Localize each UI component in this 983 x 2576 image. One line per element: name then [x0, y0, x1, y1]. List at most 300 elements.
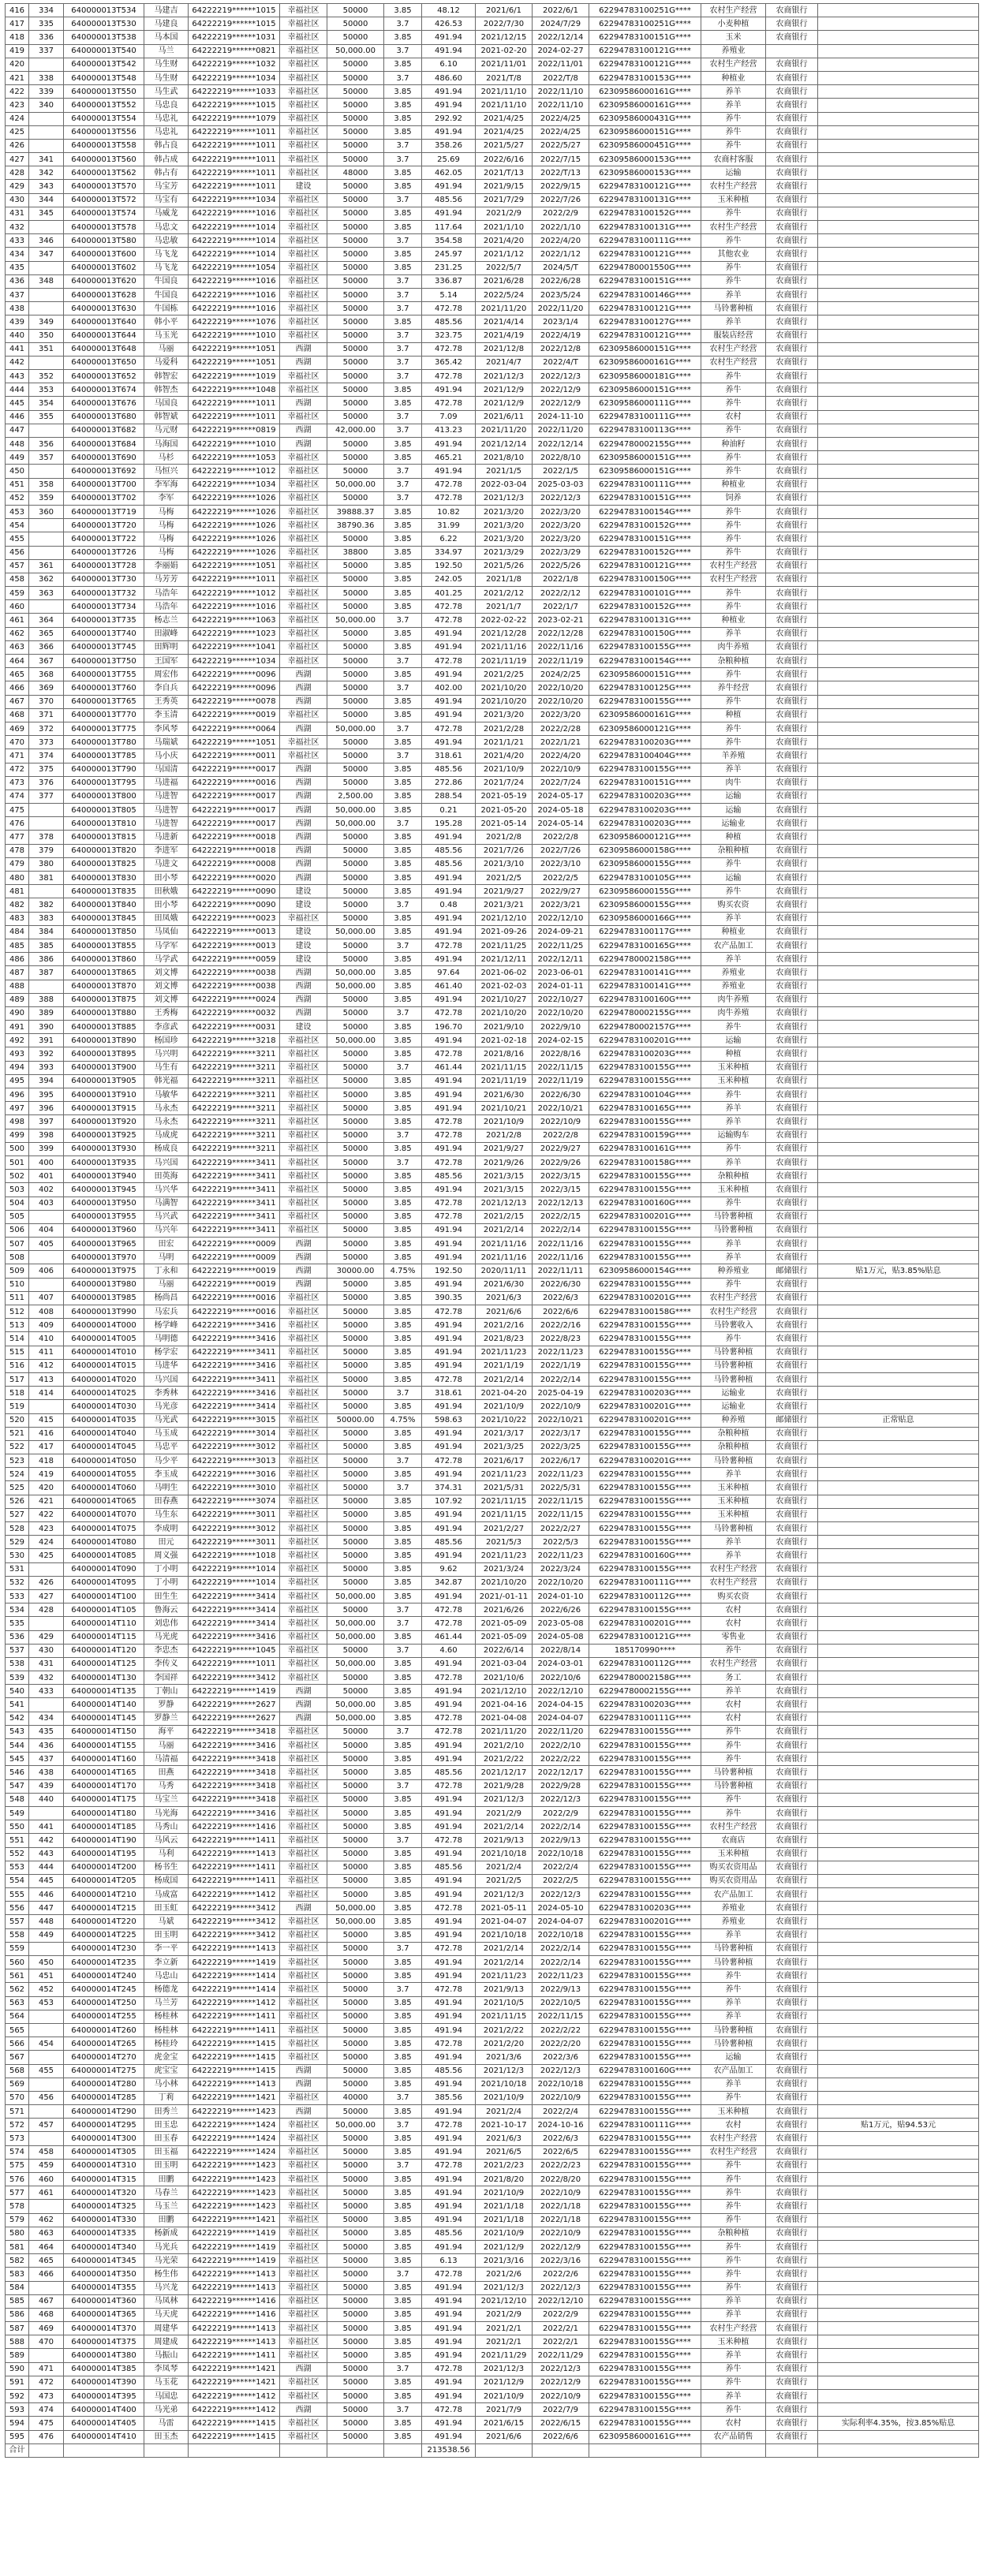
note-cell	[818, 1793, 979, 1806]
borrower-name-cell: 马进华	[144, 1359, 189, 1372]
group-number-cell	[29, 1562, 64, 1576]
interest-rate-cell: 3.85	[384, 519, 422, 532]
interest-amount-cell: 402.00	[422, 681, 476, 695]
id-card-cell: 64222219******1012	[189, 587, 280, 600]
note-cell	[818, 315, 979, 329]
group-number-cell: 340	[29, 99, 64, 112]
interest-amount-cell: 491.94	[422, 872, 476, 885]
loan-amount-cell: 2,500.00	[327, 790, 384, 803]
group-number-cell	[29, 58, 64, 71]
village-cell: 幸福社区	[280, 383, 327, 397]
loan-purpose-cell: 养牛	[701, 397, 766, 410]
village-cell: 幸福社区	[280, 1427, 327, 1440]
borrower-name-cell: 田宏	[144, 1238, 189, 1251]
loan-amount-cell: 50000	[327, 1874, 384, 1887]
row-number-cell: 430	[6, 193, 29, 207]
bank-name-cell: 农商银行	[766, 1969, 818, 1983]
interest-amount-cell: 485.56	[422, 193, 476, 207]
borrower-name-cell: 虎宝宝	[144, 2064, 189, 2078]
table-row	[6, 1793, 979, 1806]
group-number-cell: 400	[29, 1155, 64, 1169]
row-number-cell: 499	[6, 1129, 29, 1142]
bank-name-cell: 农商银行	[766, 831, 818, 844]
bank-card-cell: 62294783100155G****	[589, 1888, 701, 1902]
loan-amount-cell: 50000	[327, 1644, 384, 1657]
row-number-cell: 516	[6, 1359, 29, 1372]
start-date-cell: 2021/6/30	[476, 1278, 533, 1291]
group-number-cell: 411	[29, 1346, 64, 1359]
table-row	[6, 1915, 979, 1928]
account-number-cell: 640000014T065	[64, 1495, 144, 1508]
interest-amount-cell: 485.56	[422, 1766, 476, 1779]
interest-rate-cell: 3.85	[384, 1047, 422, 1061]
end-date-cell: 2022/3/10	[533, 857, 589, 871]
loan-amount-cell: 50000	[327, 2010, 384, 2023]
interest-rate-cell: 3.85	[384, 1223, 422, 1237]
loan-purpose-cell: 养牛	[701, 668, 766, 681]
note-cell	[818, 2213, 979, 2227]
note-cell	[818, 1820, 979, 1834]
group-number-cell: 434	[29, 1712, 64, 1725]
bank-name-cell: 农商银行	[766, 1806, 818, 1820]
interest-rate-cell: 3.7	[384, 2159, 422, 2172]
interest-amount-cell: 491.94	[422, 2078, 476, 2091]
start-date-cell: 2021/6/5	[476, 2145, 533, 2159]
bank-card-cell: 62294783100151G****	[589, 776, 701, 790]
group-number-cell: 443	[29, 1847, 64, 1861]
loan-purpose-cell: 杂粮种植	[701, 655, 766, 668]
note-cell	[818, 1021, 979, 1034]
loan-purpose-cell: 养羊	[701, 1251, 766, 1264]
village-cell: 幸福社区	[280, 478, 327, 491]
interest-rate-cell: 3.85	[384, 1549, 422, 1562]
village-cell: 幸福社区	[280, 1034, 327, 1047]
id-card-cell: 64222219******3411	[189, 1183, 280, 1197]
bank-name-cell: 农商银行	[766, 31, 818, 44]
borrower-name-cell: 杨学峰	[144, 1319, 189, 1332]
village-cell: 西湖	[280, 980, 327, 993]
bank-card-cell: 62294783100155G****	[589, 1359, 701, 1372]
table-row	[6, 1440, 979, 1454]
start-date-cell: 2021/2/28	[476, 722, 533, 735]
row-number-cell: 482	[6, 898, 29, 912]
row-number-cell: 496	[6, 1088, 29, 1102]
loan-purpose-cell: 运输购车	[701, 1129, 766, 1142]
end-date-cell: 2022/2/9	[533, 207, 589, 220]
end-date-cell: 2022/10/6	[533, 1671, 589, 1685]
bank-card-cell: 62309586000161G****	[589, 708, 701, 722]
id-card-cell: 64222219******1424	[189, 2145, 280, 2159]
bank-card-cell: 62294783100155G****	[589, 2010, 701, 2023]
row-number-cell: 593	[6, 2403, 29, 2417]
bank-card-cell: 62294783100155G****	[589, 2403, 701, 2417]
id-card-cell: 64222219******1063	[189, 614, 280, 627]
account-number-cell: 640000013T805	[64, 804, 144, 817]
table-row	[6, 370, 979, 383]
interest-rate-cell: 3.85	[384, 1332, 422, 1346]
interest-amount-cell: 491.94	[422, 2240, 476, 2253]
note-cell	[818, 139, 979, 152]
row-number-cell: 544	[6, 1739, 29, 1753]
start-date-cell: 2021/6/1	[476, 4, 533, 17]
loan-amount-cell: 50,000.00	[327, 1915, 384, 1928]
bank-card-cell: 62309586000151G****	[589, 465, 701, 478]
start-date-cell: 2021/10/18	[476, 1928, 533, 1942]
bank-card-cell: 62309586000121G****	[589, 831, 701, 844]
loan-purpose-cell: 养羊	[701, 953, 766, 966]
loan-purpose-cell: 养羊	[701, 1928, 766, 1942]
account-number-cell: 640000014T320	[64, 2186, 144, 2200]
bank-name-cell: 农商银行	[766, 872, 818, 885]
note-cell	[818, 1305, 979, 1319]
account-number-cell: 640000014T340	[64, 2240, 144, 2253]
end-date-cell: 2022/12/10	[533, 1685, 589, 1698]
loan-purpose-cell: 养牛	[701, 1088, 766, 1102]
village-cell: 幸福社区	[280, 1400, 327, 1413]
interest-rate-cell: 3.7	[384, 1779, 422, 1793]
start-date-cell: 2021-05-11	[476, 1902, 533, 1915]
borrower-name-cell: 李自兵	[144, 681, 189, 695]
end-date-cell: 2022/11/11	[533, 1264, 589, 1278]
id-card-cell: 64222219******1016	[189, 288, 280, 301]
table-row	[6, 872, 979, 885]
note-cell	[818, 451, 979, 465]
interest-rate-cell: 3.85	[384, 2294, 422, 2308]
village-cell: 西湖	[280, 790, 327, 803]
borrower-name-cell: 马学武	[144, 953, 189, 966]
table-row	[6, 465, 979, 478]
start-date-cell: 2021/12/9	[476, 2376, 533, 2389]
account-number-cell: 640000014T035	[64, 1413, 144, 1427]
group-number-cell	[29, 885, 64, 898]
start-date-cell: 2021/4/14	[476, 315, 533, 329]
bank-name-cell: 农商银行	[766, 302, 818, 315]
note-cell	[818, 953, 979, 966]
end-date-cell: 2022/3/15	[533, 1183, 589, 1197]
bank-card-cell: 62294783100201G****	[589, 1413, 701, 1427]
id-card-cell: 64222219******1423	[189, 2105, 280, 2119]
group-number-cell: 432	[29, 1671, 64, 1685]
interest-amount-cell: 472.78	[422, 600, 476, 614]
borrower-name-cell: 田凤娥	[144, 912, 189, 925]
bank-name-cell: 农商银行	[766, 627, 818, 640]
borrower-name-cell: 田玉春	[144, 2132, 189, 2145]
start-date-cell: 2021/9/10	[476, 1021, 533, 1034]
loan-amount-cell: 50000	[327, 397, 384, 410]
row-number-cell: 535	[6, 1617, 29, 1630]
interest-amount-cell: 491.94	[422, 2010, 476, 2023]
loan-amount-cell: 50000	[327, 1685, 384, 1698]
start-date-cell: 2021/6/30	[476, 1088, 533, 1102]
bank-name-cell: 农商银行	[766, 736, 818, 749]
end-date-cell: 2024-10-16	[533, 2119, 589, 2132]
loan-amount-cell: 50000	[327, 2308, 384, 2321]
bank-card-cell: 62294783100111G****	[589, 478, 701, 491]
interest-amount-cell: 472.78	[422, 1006, 476, 1020]
id-card-cell: 64222219******1010	[189, 329, 280, 342]
loan-purpose-cell: 农村生产经营	[701, 1657, 766, 1671]
table-row	[6, 1671, 979, 1685]
village-cell: 幸福社区	[280, 1142, 327, 1155]
group-number-cell	[29, 356, 64, 369]
group-number-cell: 387	[29, 966, 64, 980]
row-number-cell: 511	[6, 1291, 29, 1305]
bank-card-cell: 62294783100155G****	[589, 2105, 701, 2119]
row-number-cell: 588	[6, 2335, 29, 2349]
note-cell	[818, 1983, 979, 1996]
borrower-name-cell: 韩占良	[144, 139, 189, 152]
table-row	[6, 1549, 979, 1562]
bank-name-cell: 农商银行	[766, 2227, 818, 2240]
bank-card-cell: 62294783100155G****	[589, 1753, 701, 1766]
table-row	[6, 451, 979, 465]
bank-card-cell: 62294783100201G****	[589, 1210, 701, 1223]
id-card-cell: 64222219******1419	[189, 2227, 280, 2240]
note-cell	[818, 478, 979, 491]
note-cell	[818, 438, 979, 451]
bank-name-cell: 农商银行	[766, 1278, 818, 1291]
table-row	[6, 1522, 979, 1536]
loan-amount-cell: 50000	[327, 831, 384, 844]
id-card-cell: 64222219******1419	[189, 2240, 280, 2253]
account-number-cell: 640000013T542	[64, 58, 144, 71]
bank-name-cell: 农商银行	[766, 1644, 818, 1657]
interest-rate-cell: 3.85	[384, 1278, 422, 1291]
note-cell	[818, 193, 979, 207]
end-date-cell: 2022/1/19	[533, 1359, 589, 1372]
group-number-cell: 427	[29, 1589, 64, 1603]
id-card-cell: 64222219******1023	[189, 627, 280, 640]
loan-amount-cell: 50000	[327, 857, 384, 871]
group-number-cell	[29, 2010, 64, 2023]
row-number-cell: 576	[6, 2173, 29, 2186]
bank-name-cell: 农商银行	[766, 17, 818, 31]
start-date-cell: 2021/4/25	[476, 125, 533, 139]
start-date-cell: 2021/6/28	[476, 274, 533, 288]
id-card-cell: 64222219******0038	[189, 980, 280, 993]
note-cell	[818, 1170, 979, 1183]
village-cell: 西湖	[280, 2078, 327, 2091]
group-number-cell: 413	[29, 1372, 64, 1386]
table-row	[6, 1834, 979, 1847]
village-cell: 幸福社区	[280, 1522, 327, 1536]
account-number-cell: 640000014T155	[64, 1739, 144, 1753]
id-card-cell: 64222219******0008	[189, 857, 280, 871]
start-date-cell: 2021/12/10	[476, 2294, 533, 2308]
village-cell: 幸福社区	[280, 1102, 327, 1115]
note-cell	[818, 1034, 979, 1047]
interest-amount-cell: 491.94	[422, 2322, 476, 2335]
start-date-cell: 2021/12/15	[476, 31, 533, 44]
account-number-cell: 640000013T572	[64, 193, 144, 207]
village-cell: 幸福社区	[280, 2037, 327, 2051]
row-number-cell: 566	[6, 2037, 29, 2051]
group-number-cell: 356	[29, 438, 64, 451]
id-card-cell: 64222219******1045	[189, 1644, 280, 1657]
row-number-cell: 550	[6, 1820, 29, 1834]
loan-amount-cell: 50000	[327, 1400, 384, 1413]
account-number-cell: 640000013T580	[64, 234, 144, 248]
end-date-cell: 2022/10/18	[533, 1847, 589, 1861]
account-number-cell: 640000014T090	[64, 1562, 144, 1576]
end-date-cell: 2022/12/3	[533, 370, 589, 383]
bank-name-cell: 农商银行	[766, 2349, 818, 2362]
note-cell	[818, 912, 979, 925]
loan-purpose-cell: 羊养殖	[701, 749, 766, 763]
loan-amount-cell: 50000	[327, 749, 384, 763]
bank-card-cell: 185170990****	[589, 1644, 701, 1657]
table-row	[6, 383, 979, 397]
start-date-cell: 2021/11/15	[476, 1061, 533, 1074]
interest-rate-cell: 3.85	[384, 925, 422, 939]
end-date-cell: 2022/5/3	[533, 1536, 589, 1549]
loan-amount-cell: 50000	[327, 640, 384, 654]
interest-amount-cell: 491.94	[422, 1088, 476, 1102]
row-number-cell: 554	[6, 1874, 29, 1887]
bank-name-cell: 农商银行	[766, 1685, 818, 1698]
bank-name-cell: 农商银行	[766, 532, 818, 546]
account-number-cell: 640000014T020	[64, 1372, 144, 1386]
account-number-cell: 640000014T255	[64, 2010, 144, 2023]
loan-purpose-cell: 马铃薯种植	[701, 2037, 766, 2051]
note-cell	[818, 1088, 979, 1102]
interest-amount-cell: 491.94	[422, 953, 476, 966]
bank-card-cell: 62294783100155G****	[589, 1508, 701, 1521]
loan-purpose-cell: 运输	[701, 1034, 766, 1047]
account-number-cell: 640000014T370	[64, 2322, 144, 2335]
account-number-cell: 640000013T684	[64, 438, 144, 451]
interest-amount-cell: 472.78	[422, 1617, 476, 1630]
borrower-name-cell: 马海国	[144, 438, 189, 451]
interest-rate-cell: 3.85	[384, 1238, 422, 1251]
borrower-name-cell: 马飞龙	[144, 261, 189, 274]
bank-name-cell: 农商银行	[766, 1753, 818, 1766]
table-row	[6, 898, 979, 912]
loan-purpose-cell: 购买农资	[701, 898, 766, 912]
loan-purpose-cell: 马铃薯种植	[701, 302, 766, 315]
end-date-cell: 2022/12/9	[533, 397, 589, 410]
bank-name-cell: 农商银行	[766, 1589, 818, 1603]
borrower-name-cell: 马忠敏	[144, 234, 189, 248]
interest-amount-cell: 472.78	[422, 2362, 476, 2376]
bank-name-cell: 农商银行	[766, 1522, 818, 1536]
note-cell	[818, 2132, 979, 2145]
bank-name-cell: 农商银行	[766, 1739, 818, 1753]
village-cell: 西湖	[280, 438, 327, 451]
id-card-cell: 64222219******3211	[189, 1115, 280, 1129]
loan-purpose-cell: 养牛	[701, 505, 766, 518]
interest-rate-cell: 3.85	[384, 1468, 422, 1481]
account-number-cell: 640000014T410	[64, 2430, 144, 2443]
village-cell: 幸福社区	[280, 1589, 327, 1603]
borrower-name-cell: 丁永和	[144, 1264, 189, 1278]
note-cell	[818, 2200, 979, 2213]
start-date-cell: 2021/11/19	[476, 1074, 533, 1088]
interest-amount-cell: 342.87	[422, 1576, 476, 1589]
note-cell	[818, 872, 979, 885]
row-number-cell: 435	[6, 261, 29, 274]
interest-amount-cell: 413.23	[422, 424, 476, 437]
group-number-cell: 439	[29, 1779, 64, 1793]
interest-rate-cell: 3.85	[384, 2349, 422, 2362]
row-number-cell: 438	[6, 302, 29, 315]
interest-amount-cell: 491.94	[422, 695, 476, 708]
end-date-cell: 2024-03-01	[533, 1657, 589, 1671]
loan-purpose-cell: 养牛	[701, 2159, 766, 2172]
borrower-name-cell: 马忠礼	[144, 112, 189, 125]
loan-amount-cell: 50,000.00	[327, 1630, 384, 1644]
group-number-cell: 474	[29, 2403, 64, 2417]
note-cell	[818, 1346, 979, 1359]
loan-amount-cell: 50000	[327, 1155, 384, 1169]
village-cell: 幸福社区	[280, 2186, 327, 2200]
group-number-cell	[29, 139, 64, 152]
bank-card-cell: 62309586000151G****	[589, 451, 701, 465]
account-number-cell: 640000013T570	[64, 180, 144, 193]
village-cell: 西湖	[280, 763, 327, 776]
account-number-cell: 640000014T355	[64, 2281, 144, 2294]
note-cell	[818, 1847, 979, 1861]
borrower-name-cell: 杨国珍	[144, 1034, 189, 1047]
end-date-cell: 2022/2/20	[533, 2037, 589, 2051]
id-card-cell: 64222219******1416	[189, 1820, 280, 1834]
interest-rate-cell: 4.75%	[384, 1413, 422, 1427]
group-number-cell	[29, 980, 64, 993]
start-date-cell: 2020/11/11	[476, 1264, 533, 1278]
borrower-name-cell: 马凤仙	[144, 925, 189, 939]
note-cell	[818, 383, 979, 397]
account-number-cell: 640000013T700	[64, 478, 144, 491]
id-card-cell: 64222219******3016	[189, 1468, 280, 1481]
bank-card-cell: 62294783100155G****	[589, 1495, 701, 1508]
bank-card-cell: 62309586000451G****	[589, 139, 701, 152]
id-card-cell: 64222219******1411	[189, 1834, 280, 1847]
id-card-cell: 64222219******1014	[189, 1576, 280, 1589]
bank-card-cell: 62294783100152G****	[589, 600, 701, 614]
village-cell: 幸福社区	[280, 1874, 327, 1887]
id-card-cell: 64222219******1033	[189, 85, 280, 99]
village-cell: 幸福社区	[280, 261, 327, 274]
loan-amount-cell: 50000	[327, 4, 384, 17]
loan-purpose-cell: 马铃薯种植	[701, 1359, 766, 1372]
village-cell: 西湖	[280, 1685, 327, 1698]
bank-card-cell: 62294783100113G****	[589, 424, 701, 437]
group-number-cell: 466	[29, 2268, 64, 2281]
table-row	[6, 708, 979, 722]
group-number-cell: 431	[29, 1657, 64, 1671]
interest-rate-cell: 3.85	[384, 261, 422, 274]
interest-rate-cell: 3.7	[384, 410, 422, 424]
loan-amount-cell: 50000	[327, 2430, 384, 2443]
interest-amount-cell: 472.78	[422, 1712, 476, 1725]
bank-name-cell: 农商银行	[766, 2294, 818, 2308]
id-card-cell: 64222219******3418	[189, 1793, 280, 1806]
interest-rate-cell: 3.7	[384, 2091, 422, 2104]
table-row	[6, 261, 979, 274]
borrower-name-cell: 马忠文	[144, 221, 189, 234]
interest-rate-cell: 3.85	[384, 546, 422, 559]
interest-amount-cell: 491.94	[422, 31, 476, 44]
row-number-cell: 484	[6, 925, 29, 939]
borrower-name-cell: 杨学宏	[144, 1346, 189, 1359]
row-number-cell: 487	[6, 966, 29, 980]
row-number-cell: 551	[6, 1834, 29, 1847]
bank-card-cell: 62294783100155G****	[589, 2051, 701, 2064]
end-date-cell: 2022/6/15	[533, 2417, 589, 2430]
interest-amount-cell: 472.78	[422, 1210, 476, 1223]
account-number-cell: 640000014T310	[64, 2159, 144, 2172]
row-number-cell: 536	[6, 1630, 29, 1644]
